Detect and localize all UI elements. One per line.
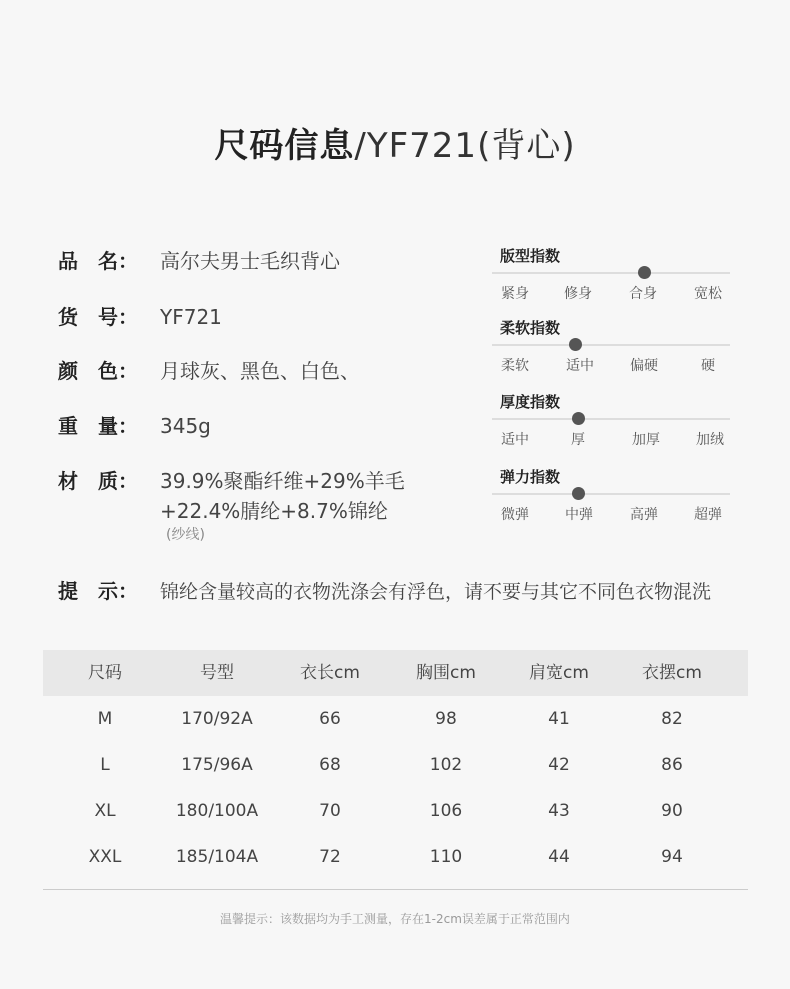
table-cell: 41 <box>548 709 570 729</box>
table-row <box>43 742 748 788</box>
table-cell: 110 <box>429 847 463 867</box>
table-cell: 42 <box>548 755 570 775</box>
index-option: 加绒 <box>696 432 724 448</box>
index-option: 微弹 <box>501 507 529 523</box>
info-value: YF721 <box>160 305 222 329</box>
info-label: 重 量： <box>58 414 138 438</box>
table-cell: 44 <box>548 847 570 867</box>
index-option: 紧身 <box>501 286 529 302</box>
info-row-weight <box>58 410 211 439</box>
table-header-cell: 尺码 <box>88 663 122 683</box>
index-title: 版型指数 <box>500 247 561 265</box>
index-title: 柔软指数 <box>500 319 561 337</box>
table-cell: XXL <box>88 847 122 867</box>
index-option: 偏硬 <box>630 358 658 374</box>
table-cell: 106 <box>429 801 463 821</box>
index-option: 厚 <box>571 432 585 448</box>
index-option: 适中 <box>566 358 594 374</box>
index-option: 高弹 <box>630 507 658 523</box>
table-cell: 94 <box>661 847 683 867</box>
size-table <box>43 650 748 880</box>
page-title-model: /YF721(背心) <box>354 126 576 166</box>
table-bottom-divider <box>43 889 748 890</box>
index-option: 适中 <box>501 432 529 448</box>
index-option: 柔软 <box>501 358 529 374</box>
info-value: 39.9%聚酯纤维+29%羊毛 <box>160 469 405 493</box>
info-label: 材 质： <box>58 469 138 493</box>
index-track <box>492 272 730 274</box>
index-marker <box>638 266 651 279</box>
table-cell: 86 <box>661 755 683 775</box>
table-header-cell: 肩宽cm <box>529 663 589 683</box>
index-marker <box>569 338 582 351</box>
table-row <box>43 834 748 880</box>
table-cell: 175/96A <box>181 755 253 775</box>
table-cell: 98 <box>435 709 457 729</box>
table-header-cell: 号型 <box>200 663 234 683</box>
table-row <box>43 696 748 742</box>
info-label: 货 号： <box>58 305 138 329</box>
index-marker <box>572 487 585 500</box>
info-value: 345g <box>160 414 211 438</box>
info-row-material <box>58 465 405 494</box>
table-header-row <box>43 650 748 696</box>
index-track <box>492 344 730 346</box>
index-track <box>492 493 730 495</box>
table-cell: 102 <box>429 755 463 775</box>
footnote: 温馨提示：该数据均为手工测量，存在1-2cm误差属于正常范围内 <box>220 912 570 926</box>
index-option: 修身 <box>564 286 592 302</box>
table-cell: 170/92A <box>181 709 253 729</box>
index-option: 合身 <box>629 286 657 302</box>
table-cell: XL <box>94 801 116 821</box>
tip-text: 锦纶含量较高的衣物洗涤会有浮色，请不要与其它不同色衣物混洗 <box>160 581 712 603</box>
tip-label: 提 示： <box>58 579 138 603</box>
table-header-cell: 衣摆cm <box>642 663 702 683</box>
info-label: 颜 色： <box>58 359 138 383</box>
index-option: 中弹 <box>565 507 593 523</box>
page-title-main: 尺码信息 <box>214 126 355 166</box>
index-track <box>492 418 730 420</box>
care-tip <box>58 575 711 604</box>
table-header-cell: 衣长cm <box>300 663 360 683</box>
index-option: 宽松 <box>694 286 722 302</box>
table-cell: 43 <box>548 801 570 821</box>
table-cell: 82 <box>661 709 683 729</box>
page-title <box>0 118 790 167</box>
info-label: 品 名： <box>58 249 138 273</box>
table-row <box>43 788 748 834</box>
index-title: 厚度指数 <box>500 393 561 411</box>
table-cell: 90 <box>661 801 683 821</box>
table-header-cell: 胸围cm <box>416 663 476 683</box>
index-option: 加厚 <box>632 432 660 448</box>
table-cell: M <box>97 709 113 729</box>
index-title: 弹力指数 <box>500 468 561 486</box>
table-cell: 180/100A <box>175 801 259 821</box>
info-row-name <box>58 245 340 274</box>
info-row-color <box>58 355 360 384</box>
table-cell: 72 <box>319 847 341 867</box>
material-note: (纱线) <box>166 527 205 543</box>
info-row-material-cont <box>160 495 388 524</box>
table-cell: 68 <box>319 755 341 775</box>
table-cell: 185/104A <box>175 847 259 867</box>
table-cell: 70 <box>319 801 341 821</box>
info-row-sku <box>58 301 222 330</box>
index-option: 超弹 <box>694 507 722 523</box>
index-marker <box>572 412 585 425</box>
info-value: +22.4%腈纶+8.7%锦纶 <box>160 499 388 523</box>
info-value: 高尔夫男士毛织背心 <box>160 249 340 273</box>
index-option: 硬 <box>701 358 715 374</box>
table-cell: 66 <box>319 709 341 729</box>
info-value: 月球灰、黑色、白色、 <box>160 359 360 383</box>
table-cell: L <box>100 755 110 775</box>
